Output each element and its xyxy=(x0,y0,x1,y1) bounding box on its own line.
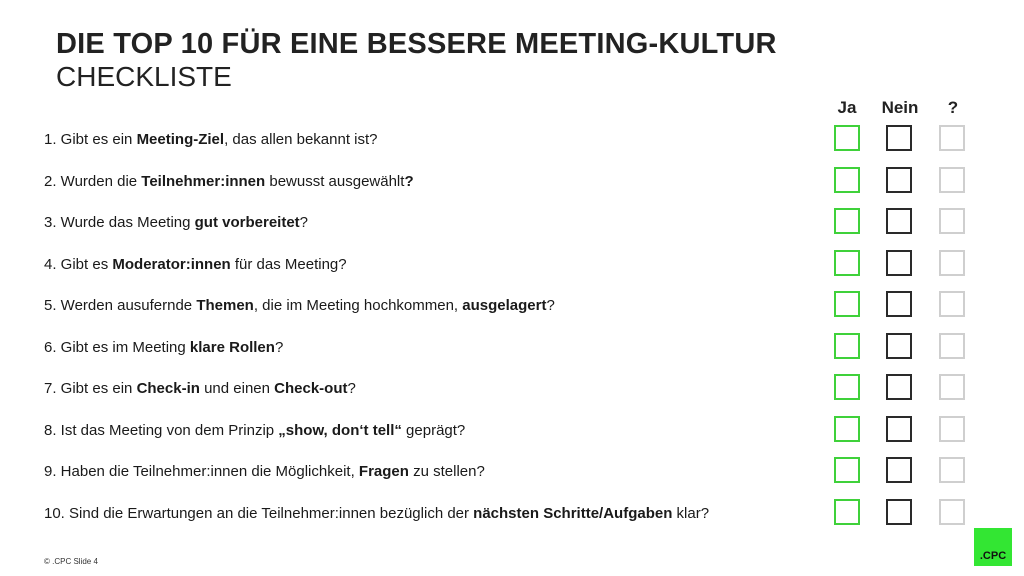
question-segment: ? xyxy=(347,380,356,397)
checkbox-ja[interactable] xyxy=(834,374,860,400)
checkbox-unsure[interactable] xyxy=(939,208,965,234)
checklist-row xyxy=(0,330,1024,366)
question-text xyxy=(44,422,465,439)
checkbox-unsure[interactable] xyxy=(939,167,965,193)
question-segment: für das Meeting? xyxy=(230,255,347,273)
question-segment: 4. Gibt es xyxy=(44,255,113,273)
column-header-unsure: ? xyxy=(947,98,959,117)
question-segment: 2. Wurden die xyxy=(44,172,142,190)
checklist-row xyxy=(0,371,1024,407)
checkbox-ja[interactable] xyxy=(834,250,860,276)
question-segment: 9. Haben die Teilnehmer:innen die Möglichkeit, xyxy=(44,463,359,480)
checkbox-nein[interactable] xyxy=(886,374,912,400)
checkbox-unsure[interactable] xyxy=(939,374,965,400)
question-segment: geprägt? xyxy=(401,421,466,439)
question-emphasis: nächsten Schritte/Aufgaben xyxy=(473,504,673,522)
question-segment: 6. Gibt es im Meeting xyxy=(44,338,190,356)
question-emphasis: Teilnehmer:innen xyxy=(141,172,266,190)
checkbox-unsure[interactable] xyxy=(939,416,965,442)
question-segment: , das allen bekannt ist? xyxy=(224,131,378,148)
question-emphasis: ausgelagert xyxy=(462,297,547,314)
question-text xyxy=(44,463,485,480)
question-emphasis: gut vorbereitet xyxy=(194,214,300,231)
checkbox-nein[interactable] xyxy=(886,167,912,193)
checkbox-nein[interactable] xyxy=(886,333,912,359)
checkbox-nein[interactable] xyxy=(886,499,912,525)
question-emphasis: „show, don‘t tell“ xyxy=(278,421,402,439)
checklist-row xyxy=(0,288,1024,324)
question-text xyxy=(44,173,414,190)
checkbox-nein[interactable] xyxy=(886,416,912,442)
checkbox-ja[interactable] xyxy=(834,333,860,359)
question-emphasis: Check-out xyxy=(274,380,348,397)
checklist-row xyxy=(0,247,1024,283)
footer-text: © .CPC Slide 4 xyxy=(44,557,98,566)
page-title: DIE TOP 10 FÜR EINE BESSERE MEETING-KULTUR xyxy=(56,28,777,60)
question-emphasis: Fragen xyxy=(358,463,409,480)
column-header-nein: Nein xyxy=(881,98,919,117)
column-header-ja: Ja xyxy=(837,98,857,117)
question-text xyxy=(44,214,308,231)
question-text xyxy=(44,256,347,273)
checkbox-ja[interactable] xyxy=(834,457,860,483)
logo-text: .CPC xyxy=(979,550,1007,562)
question-text xyxy=(44,505,709,522)
checkbox-ja[interactable] xyxy=(834,291,860,317)
question-segment: 8. Ist das Meeting von dem Prinzip xyxy=(44,421,279,439)
question-text xyxy=(44,339,283,356)
checkbox-unsure[interactable] xyxy=(939,250,965,276)
question-text xyxy=(44,380,356,397)
checkbox-ja[interactable] xyxy=(834,167,860,193)
question-segment: 10. Sind die Erwartungen an die Teilnehmer:innen bezüglich der xyxy=(44,504,474,522)
checklist-row xyxy=(0,164,1024,200)
checkbox-nein[interactable] xyxy=(886,125,912,151)
checkbox-ja[interactable] xyxy=(834,125,860,151)
question-text xyxy=(44,297,555,314)
checkbox-unsure[interactable] xyxy=(939,333,965,359)
question-emphasis: Moderator:innen xyxy=(112,255,231,273)
checklist-row xyxy=(0,205,1024,241)
question-emphasis: klare Rollen xyxy=(189,338,275,356)
checklist-row xyxy=(0,413,1024,449)
checklist-row xyxy=(0,496,1024,532)
question-segment: 5. Werden ausufernde xyxy=(44,297,197,314)
question-segment: ? xyxy=(274,338,284,356)
question-segment: , die im Meeting hochkommen, xyxy=(253,297,463,314)
checkbox-unsure[interactable] xyxy=(939,125,965,151)
question-emphasis: Themen xyxy=(196,297,254,314)
checkbox-unsure[interactable] xyxy=(939,457,965,483)
checkbox-nein[interactable] xyxy=(886,208,912,234)
checkbox-ja[interactable] xyxy=(834,208,860,234)
question-segment: 7. Gibt es ein xyxy=(44,380,137,397)
question-emphasis: ? xyxy=(404,172,414,190)
checkbox-nein[interactable] xyxy=(886,457,912,483)
question-segment: und einen xyxy=(199,380,275,397)
question-text xyxy=(44,131,378,148)
page-subtitle: CHECKLISTE xyxy=(56,61,232,92)
cpc-logo xyxy=(974,528,1012,566)
checkbox-ja[interactable] xyxy=(834,499,860,525)
checklist-row xyxy=(0,454,1024,490)
question-segment: klar? xyxy=(672,504,710,522)
question-segment: bewusst ausgewählt xyxy=(265,172,405,190)
question-segment: ? xyxy=(299,214,308,231)
question-segment: 3. Wurde das Meeting xyxy=(44,214,195,231)
question-emphasis: Meeting-Ziel xyxy=(136,131,225,148)
checkbox-ja[interactable] xyxy=(834,416,860,442)
checkbox-unsure[interactable] xyxy=(939,499,965,525)
checkbox-unsure[interactable] xyxy=(939,291,965,317)
checkbox-nein[interactable] xyxy=(886,250,912,276)
checkbox-nein[interactable] xyxy=(886,291,912,317)
question-segment: 1. Gibt es ein xyxy=(44,131,137,148)
checklist-row xyxy=(0,122,1024,158)
question-segment: ? xyxy=(546,297,555,314)
question-segment: zu stellen? xyxy=(408,463,485,480)
question-emphasis: Check-in xyxy=(136,380,200,397)
